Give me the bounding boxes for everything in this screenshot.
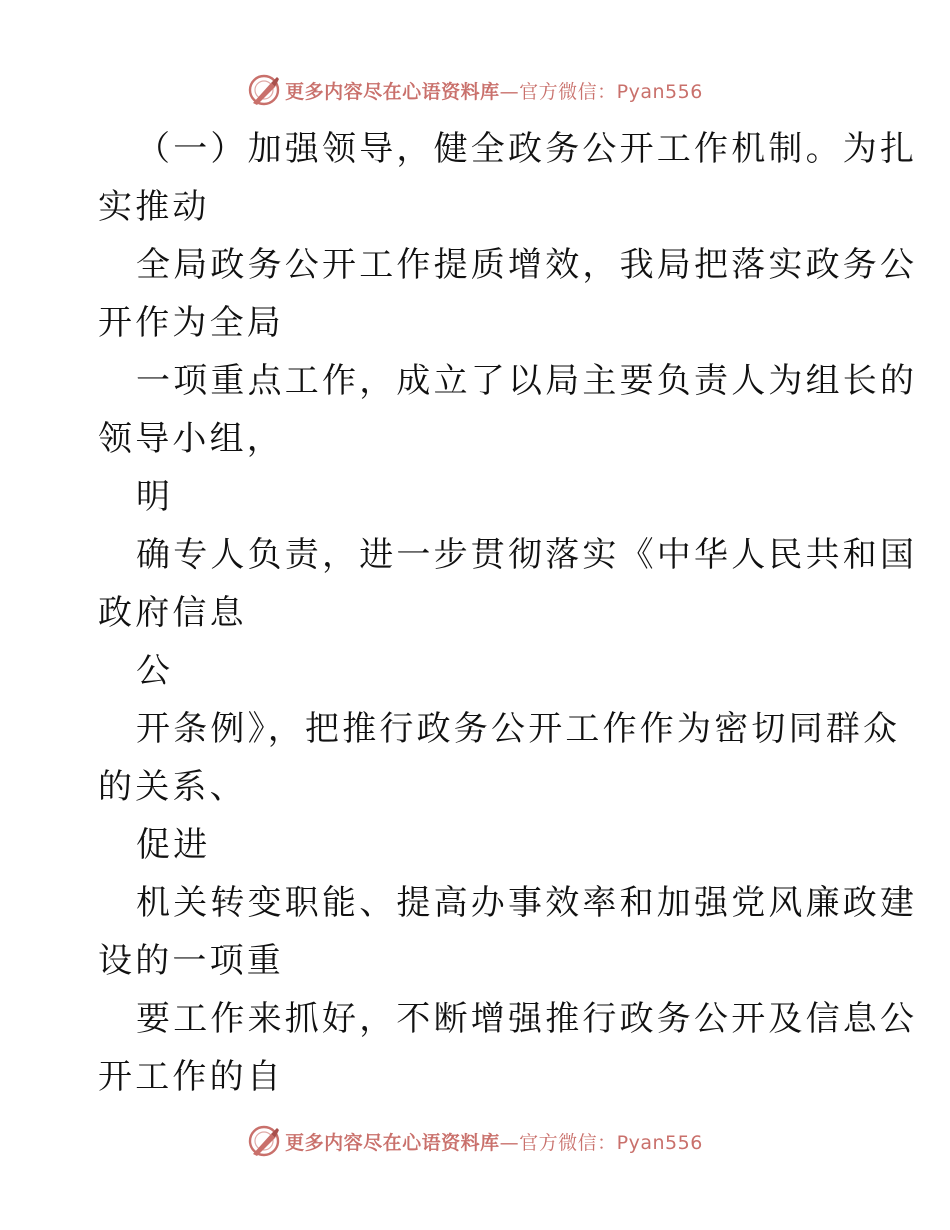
body-line: 设的一项重 xyxy=(98,941,284,981)
pen-logo-icon xyxy=(247,1124,281,1158)
body-line: 开工作的自 xyxy=(98,1057,284,1097)
footer-brand-text: 更多内容尽在心语资料库 xyxy=(285,1131,500,1154)
body-line: 开条例》，把推行政务公开工作作为密切同群众 xyxy=(136,709,901,749)
body-line: 开作为全局 xyxy=(98,303,284,343)
footer-wechat-text: —官方微信：Pyan556 xyxy=(499,1131,703,1154)
header-brand-text: 更多内容尽在心语资料库 xyxy=(285,80,500,103)
header-wechat-text: —官方微信：Pyan556 xyxy=(499,80,703,103)
body-line: 领导小组， xyxy=(98,419,284,459)
footer-watermark xyxy=(0,1121,950,1161)
body-line: 的关系、 xyxy=(98,767,247,807)
body-line: 促进 xyxy=(136,825,211,865)
body-line: （一）加强领导，健全政务公开工作机制。为扎 xyxy=(136,129,918,169)
pen-logo-icon xyxy=(247,73,281,107)
body-line: 机关转变职能、提高办事效率和加强党风廉政建 xyxy=(136,883,918,923)
body-line: 实推动 xyxy=(98,187,210,227)
body-line: 明 xyxy=(136,477,174,517)
header-watermark xyxy=(0,70,950,110)
body-line: 要工作来抓好，不断增强推行政务公开及信息公 xyxy=(136,999,918,1039)
body-line: 政府信息 xyxy=(98,593,247,633)
body-line: 一项重点工作，成立了以局主要负责人为组长的 xyxy=(136,361,918,401)
body-line: 公 xyxy=(136,651,174,691)
body-line: 确专人负责，进一步贯彻落实《中华人民共和国 xyxy=(136,535,918,575)
body-line: 全局政务公开工作提质增效，我局把落实政务公 xyxy=(136,245,918,285)
document-body xyxy=(98,120,918,1106)
